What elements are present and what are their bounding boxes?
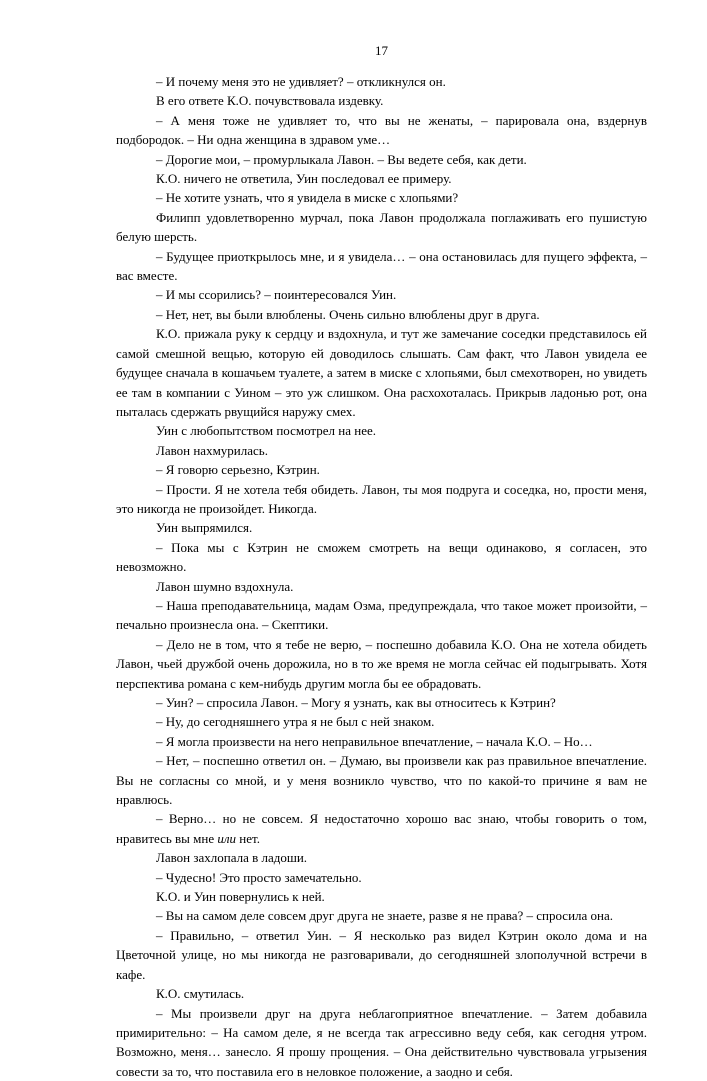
paragraph: – Правильно, – ответил Уин. – Я несколько раз видел Кэтрин около дома и на Цветочной улице, но мы никогда не разговаривали, до сегодняшней злополучной встречи в кафе. (116, 926, 647, 984)
paragraph: – Наша преподавательница, мадам Озма, предупреждала, что такое может произойти, – печально произнесла она. – Скептики. (116, 596, 647, 635)
paragraph: Уин с любопытством посмотрел на нее. (116, 421, 647, 440)
paragraph: Лавон шумно вздохнула. (116, 577, 647, 596)
paragraph: – Пока мы с Кэтрин не сможем смотреть на вещи одинаково, я согласен, это невозможно. (116, 538, 647, 577)
paragraph: – Дело не в том, что я тебе не верю, – поспешно добавила К.О. Она не хотела обидеть Лавон, чьей дружбой очень дорожила, но в то же время не могла сейчас ей подыгрывать. Хотя перспектива романа с кем-нибудь другим могла бы ее обрадовать. (116, 635, 647, 693)
text-body (116, 72, 647, 1081)
paragraph: К.О. и Уин повернулись к ней. (116, 887, 647, 906)
paragraph: – А меня тоже не удивляет то, что вы не женаты, – парировала она, вздернув подбородок. – Ни одна женщина в здравом уме… (116, 111, 647, 150)
paragraph: – Я говорю серьезно, Кэтрин. (116, 460, 647, 479)
paragraph: В его ответе К.О. почувствовала издевку. (116, 91, 647, 110)
paragraph: – Нет, – поспешно ответил он. – Думаю, вы произвели как раз правильное впечатление. Вы не согласны со мной, и у меня возникло чувство, что по какой-то причине я вам не нравлюсь. (116, 751, 647, 809)
emphasized-word: или (217, 831, 236, 846)
paragraph: – Дорогие мои, – промурлыкала Лавон. – Вы ведете себя, как дети. (116, 150, 647, 169)
paragraph: К.О. смутилась. (116, 984, 647, 1003)
paragraph: К.О. ничего не ответила, Уин последовал ее примеру. (116, 169, 647, 188)
paragraph-text: – Верно… но не совсем. Я недостаточно хорошо вас знаю, чтобы говорить о том, нравитесь вы мне (116, 811, 647, 845)
paragraph: – Мы произвели друг на друга неблагоприятное впечатление. – Затем добавила примирительно: – На самом деле, я не всегда так агрессивно веду себя, как сегодня утром. Возможно, меня… занесло. Я прошу прощения. – Она действительно чувствовала угрызения совести за то, что поставила его в неловкое положение, а заодно и себя. (116, 1004, 647, 1081)
paragraph (116, 809, 647, 848)
paragraph: – Нет, нет, вы были влюблены. Очень сильно влюблены друг в друга. (116, 305, 647, 324)
paragraph: – Ну, до сегодняшнего утра я не был с ней знаком. (116, 712, 647, 731)
paragraph: Лавон нахмурилась. (116, 441, 647, 460)
paragraph: – Чудесно! Это просто замечательно. (116, 868, 647, 887)
page-number: 17 (116, 41, 647, 60)
paragraph: – И мы ссорились? – поинтересовался Уин. (116, 285, 647, 304)
paragraph: К.О. прижала руку к сердцу и вздохнула, и тут же замечание соседки представилось ей самой смешной вещью, которую ей доводилось слышать. Сам факт, что Лавон увидела ее будущее сначала в кошачьем туалете, а затем в миске с хлопьями, был смехотворен, но увидеть ее там в компании с Уином – это уж слишком. Она расхохоталась. Прикрыв ладонью рот, она пыталась сдержать рвущийся наружу смех. (116, 324, 647, 421)
paragraph: Лавон захлопала в ладоши. (116, 848, 647, 867)
paragraph: – И почему меня это не удивляет? – откликнулся он. (116, 72, 647, 91)
paragraph: – Я могла произвести на него неправильное впечатление, – начала К.О. – Но… (116, 732, 647, 751)
paragraph: – Прости. Я не хотела тебя обидеть. Лавон, ты моя подруга и соседка, но, прости меня, это никогда не произойдет. Никогда. (116, 480, 647, 519)
paragraph: – Не хотите узнать, что я увидела в миске с хлопьями? (116, 188, 647, 207)
paragraph: – Будущее приоткрылось мне, и я увидела… – она остановилась для пущего эффекта, – вас вместе. (116, 247, 647, 286)
paragraph-text: нет. (236, 831, 260, 846)
paragraph: Уин выпрямился. (116, 518, 647, 537)
paragraph: – Вы на самом деле совсем друг друга не знаете, разве я не права? – спросила она. (116, 906, 647, 925)
paragraph: – Уин? – спросила Лавон. – Могу я узнать, как вы относитесь к Кэтрин? (116, 693, 647, 712)
paragraph: Филипп удовлетворенно мурчал, пока Лавон продолжала поглаживать его пушистую белую шерсть. (116, 208, 647, 247)
